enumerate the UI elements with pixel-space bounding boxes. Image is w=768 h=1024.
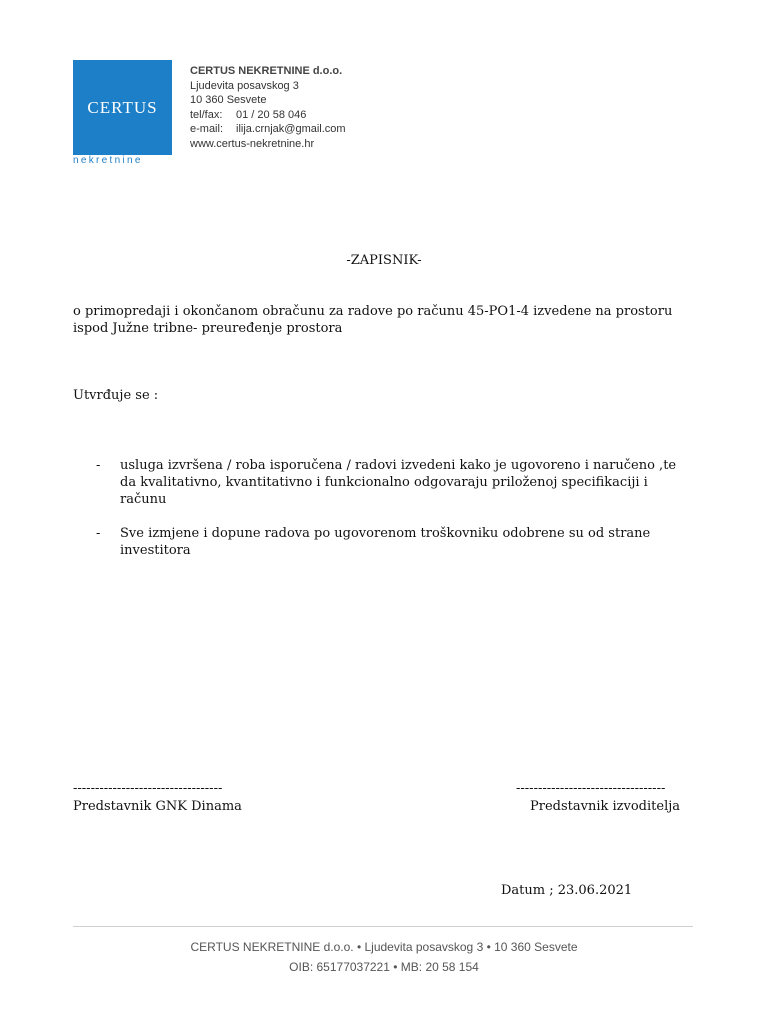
footer-divider (73, 926, 693, 927)
website-link[interactable]: www.certus-nekretnine.hr (190, 137, 315, 150)
intro-line-1: o primopredaji i okončanom obračunu za radove po računu 45-PO1-4 izvedene na prostoru (73, 304, 673, 319)
findings-list (96, 457, 696, 576)
footer-ids: OIB: 65177037221 • MB: 20 58 154 (289, 960, 479, 974)
company-street: Ljudevita posavskog 3 (190, 79, 299, 92)
signature-line: ---------------------------------- (516, 781, 666, 796)
list-item (96, 525, 696, 559)
company-logo (73, 60, 172, 155)
signature-right (516, 782, 680, 814)
footer-address: CERTUS NEKRETNINE d.o.o. • Ljudevita posavskog 3 • 10 360 Sesvete (190, 940, 578, 954)
document-date: Datum ; 23.06.2021 (501, 883, 633, 898)
intro-paragraph (73, 303, 703, 337)
email-label: e-mail: (190, 123, 224, 135)
list-item (96, 457, 696, 508)
telfax-row (190, 108, 346, 123)
document-title: -ZAPISNIK- (346, 253, 422, 268)
telfax-label: tel/fax: (190, 108, 223, 121)
company-city: 10 360 Sesvete (190, 94, 267, 106)
email-value[interactable]: ilija.crnjak@gmail.com (236, 123, 346, 135)
bullet-text: Sve izmjene i dopune radova po ugovorenom troškovniku odobrene su od strane investitora (120, 526, 651, 558)
bullet-text: usluga izvršena / roba isporučena / radovi izvedeni kako je ugovoreno i naručeno ,te da kvalitativno, kvantitativno i funkcionalno odgovaraju priloženoj specifikaciji i računu (120, 458, 677, 507)
utvrduje-heading: Utvrđuje se : (73, 388, 159, 403)
bullet-dash: - (96, 526, 101, 541)
signature-left (73, 782, 242, 814)
signature-line: ---------------------------------- (73, 781, 223, 796)
bullet-dash: - (96, 458, 101, 473)
contact-block (190, 64, 346, 151)
intro-line-2: ispod Južne tribne- preuređenje prostora (73, 321, 343, 336)
logo-subtext: nekretnine (73, 155, 143, 166)
signature-right-name: Predstavnik izvoditelja (530, 799, 681, 814)
telfax-value: 01 / 20 58 046 (236, 108, 307, 121)
company-name: CERTUS NEKRETNINE d.o.o. (190, 65, 343, 77)
footer (0, 937, 768, 977)
logo-text: CERTUS (87, 97, 158, 117)
email-row (190, 122, 346, 137)
signature-left-name: Predstavnik GNK Dinama (73, 799, 242, 814)
